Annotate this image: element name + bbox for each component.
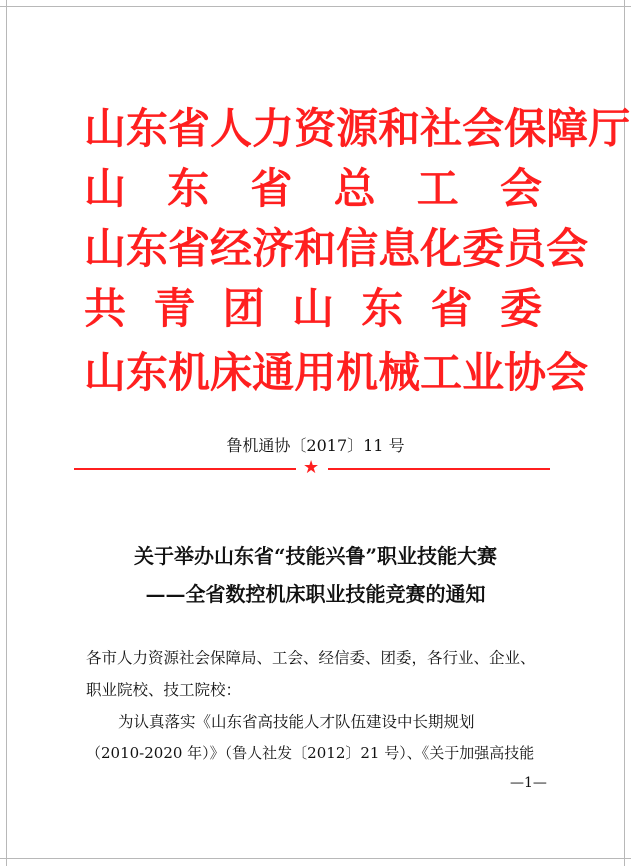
issuer-char: 会 [462,104,505,153]
issuer-char: 山 [84,104,127,153]
issuer-char: 保 [504,104,547,153]
issuer-char: 力 [252,104,295,153]
issuer-char: 用 [294,348,337,397]
issuer-char: 山 [84,224,127,273]
issuer-char: 源 [336,104,379,153]
body-line-1: 各市人力资源社会保障局、工会、经信委、团委，各行业、企业、 [86,649,536,667]
issuer-line-2 [84,164,542,214]
issuer-char: 协 [504,348,547,397]
issuer-char: 委 [499,284,542,333]
issuer-char: 省 [168,104,211,153]
page-number: —1— [510,775,547,791]
issuer-char: 社 [420,104,463,153]
issuer-line-1 [84,104,631,154]
issuer-char: 济 [252,224,295,273]
issuer-char: 信 [336,224,379,273]
issuer-char: 厅 [588,104,631,153]
issuer-char: 省 [430,284,473,333]
issuer-char: 通 [252,348,295,397]
body-line-2: 职业院校、技工院校： [86,681,242,699]
issuer-char: 工 [416,164,459,213]
red-divider-right [328,468,550,470]
issuer-char: 共 [84,284,127,333]
issuer-char: 省 [250,164,293,213]
issuer-char: 青 [153,284,196,333]
issuer-char: 省 [168,224,211,273]
issuer-char: 东 [126,224,169,273]
issuer-line-3 [84,224,589,274]
issuer-char: 会 [546,224,589,273]
issuer-char: 东 [126,348,169,397]
issuer-char: 委 [462,224,505,273]
issuer-char: 床 [210,348,253,397]
body-line-4: （2010-2020 年）》（鲁人社发〔2012〕21 号）、《关于加强高技能 [86,744,535,762]
red-divider-left [74,468,296,470]
issuer-char: 业 [462,348,505,397]
issuer-char: 东 [361,284,404,333]
issuer-char: 团 [222,284,265,333]
page-border-bottom [0,858,631,859]
notice-title-line-1: 关于举办山东省“技能兴鲁”职业技能大赛 [133,544,497,568]
notice-title-line-2: ——全省数控机床职业技能竞赛的通知 [145,582,486,606]
issuer-char: 械 [378,348,421,397]
issuer-char: 和 [378,104,421,153]
issuer-char: 会 [499,164,542,213]
issuer-char: 工 [420,348,463,397]
issuer-char: 东 [126,104,169,153]
issuer-line-4 [84,284,542,334]
document-number: 鲁机通协〔2017〕11 号 [226,436,405,455]
issuer-char: 障 [546,104,589,153]
issuer-char: 化 [420,224,463,273]
page-border-top [0,6,631,7]
issuer-char: 总 [333,164,376,213]
issuer-char: 东 [167,164,210,213]
star-icon: ★ [303,457,320,478]
issuer-char: 机 [168,348,211,397]
issuer-char: 人 [210,104,253,153]
issuer-char: 经 [210,224,253,273]
issuer-char: 山 [84,164,127,213]
issuer-char: 和 [294,224,337,273]
issuer-line-5 [84,348,589,398]
body-line-3: 为认真落实《山东省高技能人才队伍建设中长期规划 [118,713,475,731]
issuer-char: 机 [336,348,379,397]
issuer-char: 员 [504,224,547,273]
issuer-char: 息 [378,224,421,273]
issuer-char: 山 [291,284,334,333]
issuer-char: 山 [84,348,127,397]
issuer-char: 会 [546,348,589,397]
issuer-char: 资 [294,104,337,153]
